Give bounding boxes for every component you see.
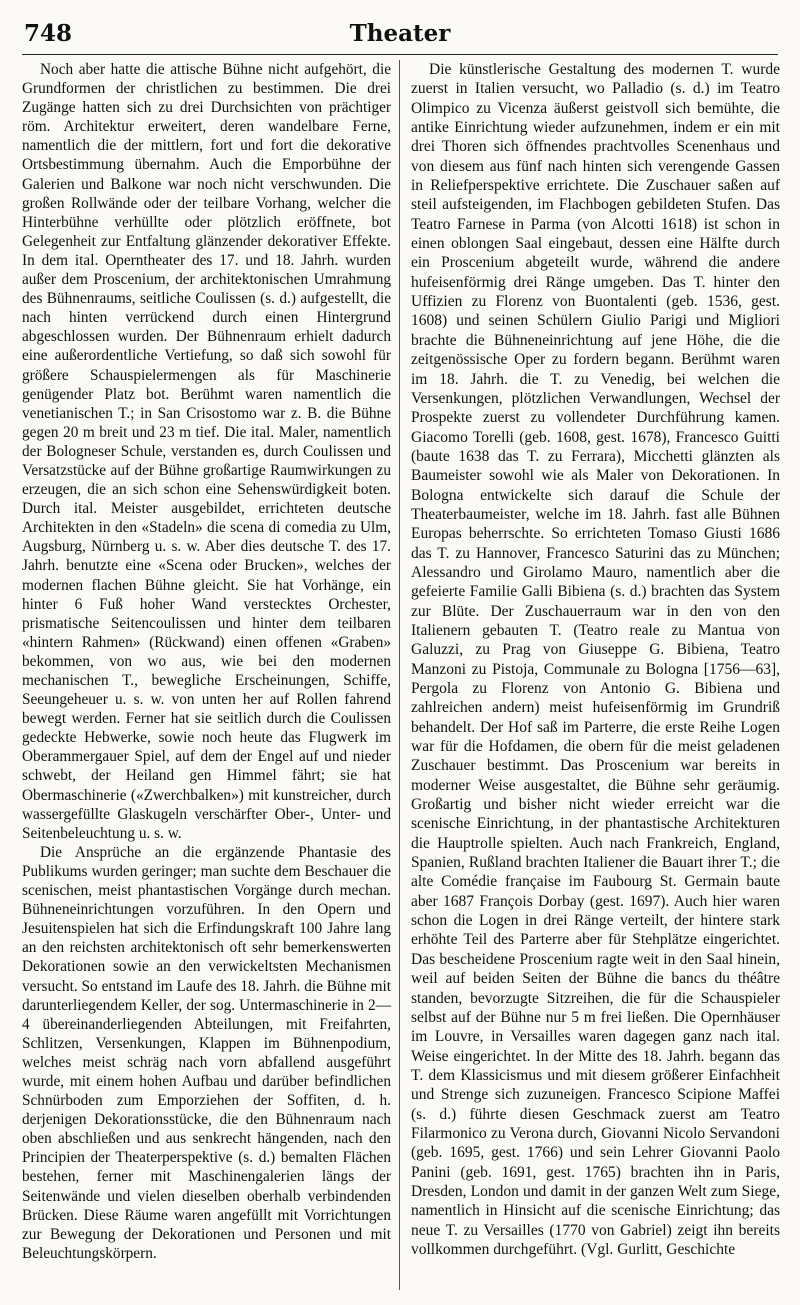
column-divider xyxy=(399,60,400,1290)
running-head: Theater xyxy=(349,20,451,47)
right-column xyxy=(411,60,780,1259)
page-header xyxy=(22,18,778,55)
paragraph: Noch aber hatte die attische Bühne nicht aufgehört, die Grundformen der christlichen zu bestimmen. Die drei Zugänge hatten sich zu drei Durchsichten von prächtiger röm. Architektur erweitert, deren wandelbare Ferne, namentlich die der mittlern, fort und fort die dekorative Ortsbestimmung übernahm. Auch die Emporbühne der Galerien und Balkone war noch nicht verschwunden. Die großen Rollwände oder der teilbare Vorhang, welcher die Hinterbühne verhüllte oder plötzlich eröffnete, bot Gelegenheit zur Entfaltung glänzender dekorativer Effekte. In dem ital. Operntheater des 17. und 18. Jahrh. wurden außer dem Proscenium, der architektonischen Umrahmung des Bühnenraums, seitliche Coulissen (s. d.) aufgestellt, die nach hinten verrückend durch einen Hintergrund abgeschlossen wurden. Der Bühnenraum erhielt dadurch eine außerordentliche Vertiefung, so daß sich sowohl für größere Schauspielermengen als für Maschinerie genügender Platz bot. Berühmt waren namentlich die venetianischen T.; in San Crisostomo war z. B. die Bühne gegen 20 m breit und 23 m tief. Die ital. Maler, namentlich der Bologneser Schule, verstanden es, durch Coulissen und Versatzstücke auf der Bühne großartige Raumwirkungen zu erzeugen, die an sich schon eine Sehenswürdigkeit boten. Durch ital. Meister ausgebildet, errichteten deutsche Architekten in den «Stadeln» die scena di comedia zu Ulm, Augsburg, Nürnberg u. s. w. Aber dies deutsche T. des 17. Jahrh. benutzte eine «Scena oder Brucken», welches der modernen flachen Bühne gleicht. Sie hat Vorhänge, ein hinter 6 Fuß hoher Wand verstecktes Orchester, prismatische Seitencoulissen und hinter dem teilbaren «hintern Rahmen» (Rückwand) einen offenen «Graben» bekommen, von wo aus, wie bei den modernen mechanischen T., bewegliche Erscheinungen, Schiffe, Seeungeheuer u. s. w. von unten her auf Rollen fahrend bewegt werden. Ferner hat sie seitlich durch die Coulissen gedeckte Hebwerke, sowie noch heute das Flugwerk im Oberammergauer Spiel, auf dem der Engel auf und nieder schwebt, der Heiland gen Himmel fährt; sie hat Obermaschinerie («Zwerchbalken») mit kunstreicher, durch wassergefüllte Glaskugeln verschärfter Ober-, Unter- und Seitenbeleuchtung u. s. w. xyxy=(22,61,391,842)
paragraph: Die Ansprüche an die ergänzende Phantasie des Publikums wurden geringer; man suchte dem Beschauer die scenischen, meist phantastischen Vorgänge durch mechan. Bühneneinrichtungen vorzuführen. In den Opern und Jesuitenspielen hat sich die Erfindungskraft 100 Jahre lang an den reichsten architektonisch oft sehr bemerkenswerten Dekorationen sowie an den verwickeltsten Mechanismen versucht. So entstand im Laufe des 18. Jahrh. die Bühne mit darunterliegendem Keller, der sog. Untermaschinerie in 2—4 übereinanderliegenden Abteilungen, mit Freifahrten, Schlitzen, Versenkungen, Klappen im Bühnenpodium, welches meist schräg nach vorn abfallend ausgeführt wurde, mit einem hohen Aufbau und darüber befindlichen Schnürboden zum Emporziehen der Soffiten, d. h. derjenigen Dekorationsstücke, die den Bühnenraum nach oben abschließen und aus senkrecht hängenden, nach den Principien der Theaterperspektive (s. d.) bemalten Flächen bestehen, ferner mit Maschinengalerien längs der Seitenwände und vielen dieselben oberhalb verbindenden Brücken. Diese Räume waren angefüllt mit Vorrichtungen zur Bewegung der Dekorationen und Personen und mit Beleuchtungskörpern. xyxy=(22,843,391,1262)
paragraph: Die künstlerische Gestaltung des modernen T. wurde zuerst in Italien versucht, wo Palladio (s. d.) im Teatro Olimpico zu Vicenza äußerst geistvoll sich bemühte, die antike Einrichtung wieder aufzunehmen, indem er ein mit drei Thoren sich öffnendes prachtvolles Scenenhaus und von diesem aus fünf nach hinten sich verengende Gassen in Reliefperspektive errichtete. Die Zuschauer saßen auf steil aufsteigenden, im Flachbogen gebildeten Stufen. Das Teatro Farnese in Parma (von Alcotti 1618) ist schon in einen oblongen Saal eingebaut, dessen eine Hälfte durch ein Proscenium abgeteilt wurde, während die andere hufeisenförmig drei Ränge umgeben. Das T. hinter den Uffizien zu Florenz von Buontalenti (geb. 1536, gest. 1608) und seinen Schülern Giulio Parigi und Migliori brachte die Bühneneinrichtung auf jene Höhe, die die zeitgenössische Oper zu fordern begann. Berühmt waren im 18. Jahrh. die T. zu Venedig, bei welchen die Versenkungen, plötzlichen Verwandlungen, Wechsel der Prospekte zuerst zu vollendeter Durchführung kamen. Giacomo Torelli (geb. 1608, gest. 1678), Francesco Guitti (baute 1638 das T. zu Ferrara), Micchetti glänzten als Baumeister sowohl wie als Maler von Dekorationen. In Bologna entwickelte sich darauf die Schule der Theaterbaumeister, welche im 18. Jahrh. fast alle Bühnen Europas beherrschte. So errichteten Tomaso Giusti 1686 das T. zu Hannover, Francesco Saturini das zu München; Alessandro und Girolamo Mauro, namentlich aber die gefeierte Familie Galli Bibiena (s. d.) brachten das System zur Blüte. Der Zuschauerraum war in den von den Italienern gebauten T. (Teatro reale zu Mantua von Galuzzi, zu Prag von Giuseppe G. Bibiena, Teatro Manzoni zu Pistoja, Communale zu Bologna [1756—63], Pergola zu Florenz von Antonio G. Bibiena und zahlreichen andern) meist hufeisenförmig im Grundriß behandelt. Der Hof saß im Parterre, die erste Reihe Logen war für die Hofdamen, die obern für die meist geladenen Zuschauer bestimmt. Das Proscenium war bereits in moderner Weise ausgestaltet, die Bühne sehr geräumig. Großartig und bisher nicht wieder erreicht war die scenische Einrichtung, in der phantastische Architekturen die Hauptrolle spielten. Auch nach Frankreich, England, Spanien, Rußland brachten Italiener die Bauart ihrer T.; die alte Comédie française im Faubourg St. Germain baute aber 1687 François Dorbay (gest. 1697). Auch hier waren schon die Logen in drei Ränge verteilt, der hintere stark erhöhte Teil des Parterre aber für Stehplätze eingerichtet. Das bescheidene Proscenium ragte weit in den Saal hinein, weil auf beiden Seiten der Bühne die bancs du théâtre standen, bevorzugte Sitzreihen, die für die Schauspieler selbst auf der Bühne nur 5 m frei ließen. Die Opernhäuser im Louvre, in Versailles waren dagegen ganz nach ital. Weise eingerichtet. In der Mitte des 18. Jahrh. begann das T. dem Klassicismus und mit diesem größerer Einfachheit und Strenge sich zuzuneigen. Francesco Scipione Maffei (s. d.) führte diesen Geschmack zuerst am Teatro Filarmonico zu Verona durch, Giovanni Nicolo Servandoni (geb. 1695, gest. 1766) und sein Lehrer Giovanni Paolo Panini (geb. 1691, gest. 1765) brachten ihn in Paris, Dresden, London und damit in der ganzen Welt zum Siege, namentlich in Hinsicht auf die scenische Einrichtung; das neue T. zu Versailles (1770 von Gabriel) zeigt ihn bereits vollkommen durchgeführt. (Vgl. Gurlitt, Geschichte xyxy=(411,61,780,1258)
page-number: 748 xyxy=(24,20,73,47)
left-column xyxy=(22,60,391,1263)
